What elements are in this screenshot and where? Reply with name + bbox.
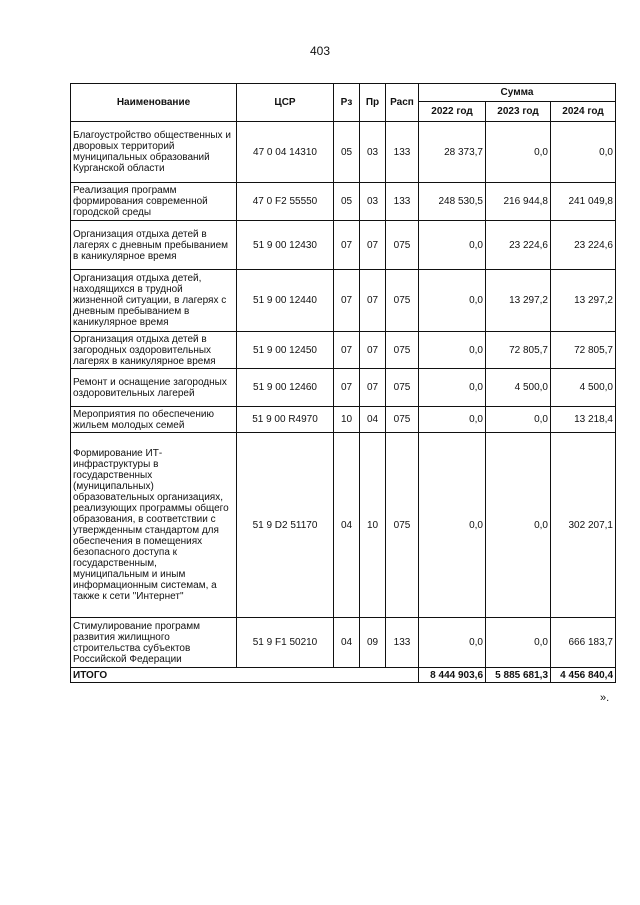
header-sum: Сумма bbox=[419, 84, 616, 102]
row-2023: 0,0 bbox=[486, 122, 551, 183]
table-row bbox=[71, 332, 616, 369]
row-csr: 51 9 00 12430 bbox=[237, 221, 334, 270]
table-row bbox=[71, 433, 616, 618]
row-name: Организация отдыха детей в загородных оздоровительных лагерях в каникулярное время bbox=[71, 332, 237, 369]
header-rasp: Расп bbox=[386, 84, 419, 122]
row-rasp: 075 bbox=[386, 369, 419, 407]
row-rz: 07 bbox=[334, 221, 360, 270]
row-pr: 07 bbox=[360, 332, 386, 369]
row-2023: 4 500,0 bbox=[486, 369, 551, 407]
total-label: ИТОГО bbox=[71, 668, 419, 683]
row-2022: 0,0 bbox=[419, 618, 486, 668]
row-csr: 47 0 F2 55550 bbox=[237, 183, 334, 221]
row-2023: 72 805,7 bbox=[486, 332, 551, 369]
header-2022: 2022 год bbox=[419, 102, 486, 122]
row-2024: 72 805,7 bbox=[551, 332, 616, 369]
row-2024: 23 224,6 bbox=[551, 221, 616, 270]
row-rz: 07 bbox=[334, 369, 360, 407]
row-2022: 0,0 bbox=[419, 369, 486, 407]
table-row bbox=[71, 122, 616, 183]
row-2023: 23 224,6 bbox=[486, 221, 551, 270]
row-rz: 05 bbox=[334, 122, 360, 183]
row-csr: 51 9 D2 51170 bbox=[237, 433, 334, 618]
total-2024: 4 456 840,4 bbox=[551, 668, 616, 683]
row-2024: 4 500,0 bbox=[551, 369, 616, 407]
table-row bbox=[71, 407, 616, 433]
row-name: Реализация программ формирования современной городской среды bbox=[71, 183, 237, 221]
row-2024: 0,0 bbox=[551, 122, 616, 183]
row-name: Стимулирование программ развития жилищного строительства субъектов Российской Федерации bbox=[71, 618, 237, 668]
row-csr: 51 9 F1 50210 bbox=[237, 618, 334, 668]
header-rz: Рз bbox=[334, 84, 360, 122]
row-rz: 07 bbox=[334, 270, 360, 332]
row-2022: 0,0 bbox=[419, 332, 486, 369]
row-rasp: 133 bbox=[386, 618, 419, 668]
total-2023: 5 885 681,3 bbox=[486, 668, 551, 683]
header-csr: ЦСР bbox=[237, 84, 334, 122]
row-csr: 47 0 04 14310 bbox=[237, 122, 334, 183]
row-csr: 51 9 00 R4970 bbox=[237, 407, 334, 433]
row-name: Организация отдыха детей в лагерях с дневным пребыванием в каникулярное время bbox=[71, 221, 237, 270]
row-name: Ремонт и оснащение загородных оздоровительных лагерей bbox=[71, 369, 237, 407]
row-2023: 13 297,2 bbox=[486, 270, 551, 332]
row-2023: 0,0 bbox=[486, 618, 551, 668]
row-rz: 04 bbox=[334, 618, 360, 668]
table-row bbox=[71, 221, 616, 270]
closing-quote-mark: ». bbox=[600, 692, 610, 704]
row-2022: 28 373,7 bbox=[419, 122, 486, 183]
row-rasp: 075 bbox=[386, 433, 419, 618]
row-name: Мероприятия по обеспечению жильем молодых семей bbox=[71, 407, 237, 433]
table-row bbox=[71, 618, 616, 668]
row-pr: 07 bbox=[360, 369, 386, 407]
row-2024: 13 218,4 bbox=[551, 407, 616, 433]
header-2023: 2023 год bbox=[486, 102, 551, 122]
row-2022: 0,0 bbox=[419, 433, 486, 618]
row-2024: 241 049,8 bbox=[551, 183, 616, 221]
row-pr: 04 bbox=[360, 407, 386, 433]
row-2023: 0,0 bbox=[486, 433, 551, 618]
row-rz: 07 bbox=[334, 332, 360, 369]
row-pr: 07 bbox=[360, 221, 386, 270]
row-name: Организация отдыха детей, находящихся в трудной жизненной ситуации, в лагерях с дневным пребыванием в каникулярное время bbox=[71, 270, 237, 332]
row-name: Формирование ИТ-инфраструктуры в государственных (муниципальных) образовательных организациях, реализующих программы общего образования, в соответствии с утвержденным стандартом для обеспечения в помещениях безопасного доступа к государственным, муниципальным и иным информационным системам, а также к сети "Интернет" bbox=[71, 433, 237, 618]
row-2024: 302 207,1 bbox=[551, 433, 616, 618]
row-rz: 10 bbox=[334, 407, 360, 433]
row-2022: 248 530,5 bbox=[419, 183, 486, 221]
row-rasp: 133 bbox=[386, 122, 419, 183]
header-name: Наименование bbox=[71, 84, 237, 122]
row-name: Благоустройство общественных и дворовых территорий муниципальных образований Курганской области bbox=[71, 122, 237, 183]
table-row bbox=[71, 270, 616, 332]
row-rz: 05 bbox=[334, 183, 360, 221]
row-pr: 10 bbox=[360, 433, 386, 618]
row-2023: 0,0 bbox=[486, 407, 551, 433]
row-rasp: 075 bbox=[386, 270, 419, 332]
row-pr: 03 bbox=[360, 183, 386, 221]
row-2024: 13 297,2 bbox=[551, 270, 616, 332]
row-pr: 07 bbox=[360, 270, 386, 332]
row-csr: 51 9 00 12440 bbox=[237, 270, 334, 332]
page-number: 403 bbox=[309, 44, 331, 58]
row-2024: 666 183,7 bbox=[551, 618, 616, 668]
table-row bbox=[71, 369, 616, 407]
budget-table bbox=[70, 83, 616, 683]
total-2022: 8 444 903,6 bbox=[419, 668, 486, 683]
row-csr: 51 9 00 12450 bbox=[237, 332, 334, 369]
total-row bbox=[71, 668, 616, 683]
row-rasp: 133 bbox=[386, 183, 419, 221]
header-pr: Пр bbox=[360, 84, 386, 122]
row-pr: 03 bbox=[360, 122, 386, 183]
row-rasp: 075 bbox=[386, 221, 419, 270]
row-csr: 51 9 00 12460 bbox=[237, 369, 334, 407]
row-rz: 04 bbox=[334, 433, 360, 618]
row-2022: 0,0 bbox=[419, 407, 486, 433]
row-2022: 0,0 bbox=[419, 270, 486, 332]
row-2022: 0,0 bbox=[419, 221, 486, 270]
row-pr: 09 bbox=[360, 618, 386, 668]
row-2023: 216 944,8 bbox=[486, 183, 551, 221]
row-rasp: 075 bbox=[386, 332, 419, 369]
table-row bbox=[71, 183, 616, 221]
row-rasp: 075 bbox=[386, 407, 419, 433]
header-2024: 2024 год bbox=[551, 102, 616, 122]
